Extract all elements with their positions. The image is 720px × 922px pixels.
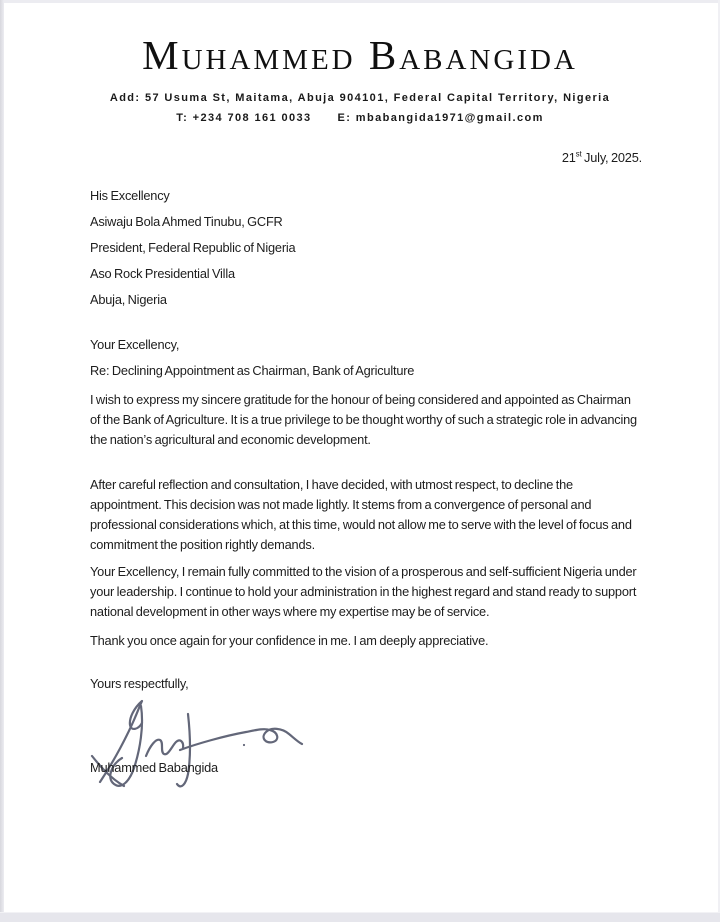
page-edge-bottom	[0, 912, 720, 922]
recipient-line: Aso Rock Presidential Villa	[90, 266, 235, 281]
letterhead-phone: T: +234 708 161 0033	[176, 112, 312, 124]
recipient-line: Asiwaju Bola Ahmed Tinubu, GCFR	[90, 214, 283, 229]
recipient-line: His Excellency	[90, 188, 170, 203]
page-edge-top	[0, 0, 720, 3]
letterhead	[0, 0, 720, 128]
body-paragraph: Your Excellency, I remain fully committed to the vision of a prosperous and self-sufficient Nigeria under your leadership. I continue to hold your administration in the highest regard and stand ready to support national development in other ways where my expertise may be of service.	[90, 564, 637, 619]
date-rest: July, 2025.	[581, 150, 642, 165]
body-paragraph: After careful reflection and consultation, I have decided, with utmost respect, to decline the appointment. This decision was not made lightly. It stems from a convergence of personal and professional considerations which, at this time, would not allow me to serve with the level of focus and commitment the position rightly demands.	[90, 477, 632, 552]
signatory-name: Muhammed Babangida	[90, 760, 218, 775]
recipient-block	[90, 183, 642, 313]
letterhead-address	[0, 88, 720, 128]
letterhead-name: Muhammed Babangida	[142, 32, 578, 78]
letterhead-contact-line	[0, 108, 720, 128]
body-paragraph: Thank you once again for your confidence in me. I am deeply appreciative.	[90, 633, 489, 648]
date-day: 21	[561, 150, 576, 165]
body-paragraph: I wish to express my sincere gratitude for the honour of being considered and appointed as Chairman of the Bank of Agriculture. It is a true privilege to be thought worthy of such a strategic role in advancing the nation’s agricultural and economic development.	[90, 392, 637, 447]
page-edge-left	[0, 0, 4, 922]
letterhead-email: E: mbabangida1971@gmail.com	[337, 112, 544, 124]
subject-line: Re: Declining Appointment as Chairman, Bank of Agriculture	[90, 363, 415, 378]
valediction: Yours respectfully,	[90, 676, 189, 691]
date-ordinal: st	[575, 149, 582, 159]
recipient-line: Abuja, Nigeria	[90, 292, 167, 307]
salutation: Your Excellency,	[90, 337, 180, 352]
letter-body	[0, 148, 720, 778]
letterhead-address-line: Add: 57 Usuma St, Maitama, Abuja 904101, Federal Capital Territory, Nigeria	[109, 92, 611, 104]
date-line	[90, 148, 642, 168]
recipient-line: President, Federal Republic of Nigeria	[90, 240, 296, 255]
